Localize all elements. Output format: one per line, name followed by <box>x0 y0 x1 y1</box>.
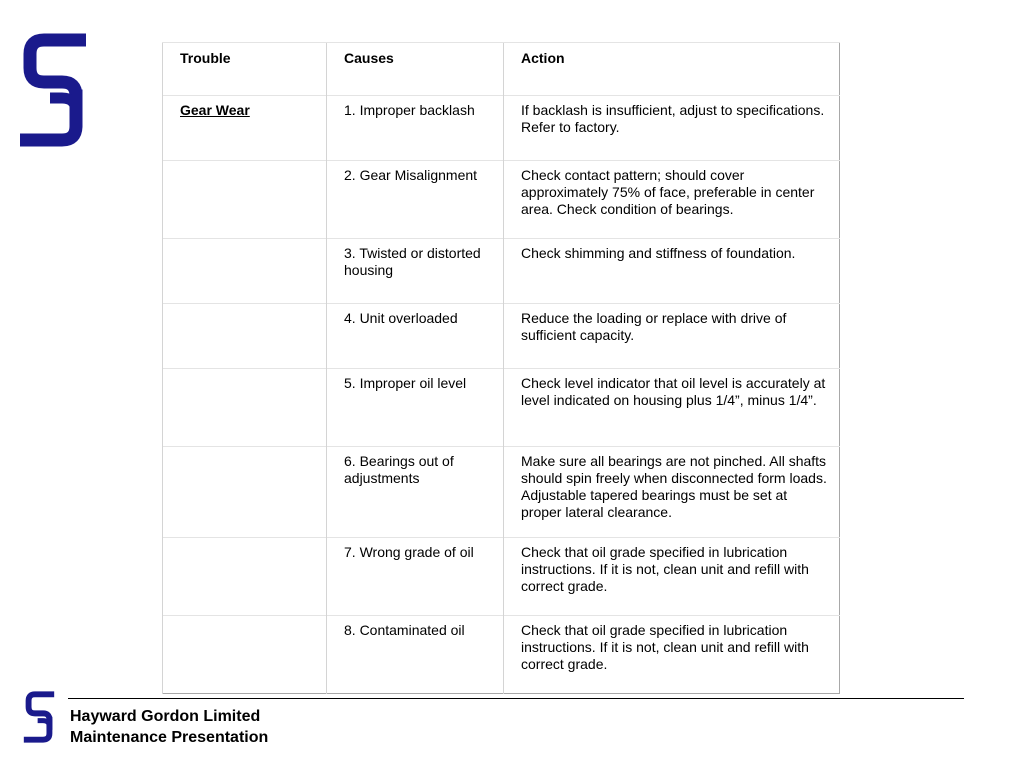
table-row <box>163 161 840 239</box>
table-row <box>163 239 840 304</box>
header-trouble: Trouble <box>163 43 327 96</box>
cause-cell: 7. Wrong grade of oil <box>327 538 504 616</box>
cause-cell: 4. Unit overloaded <box>327 304 504 369</box>
cause-cell: 5. Improper oil level <box>327 369 504 447</box>
trouble-cell <box>163 616 327 694</box>
action-cell: Make sure all bearings are not pinched. All shafts should spin freely when disconnected form loads. Adjustable tapered bearings must be set at proper lateral clearance. <box>504 447 840 538</box>
header-action: Action <box>504 43 840 96</box>
table-row <box>163 538 840 616</box>
troubleshooting-table <box>162 42 840 694</box>
cause-cell: 1. Improper backlash <box>327 96 504 161</box>
action-cell: Check contact pattern; should cover approximately 75% of face, preferable in center area. Check condition of bearings. <box>504 161 840 239</box>
trouble-cell <box>163 447 327 538</box>
cause-cell: 6. Bearings out of adjustments <box>327 447 504 538</box>
action-cell: If backlash is insufficient, adjust to specifications. Refer to factory. <box>504 96 840 161</box>
action-cell: Reduce the loading or replace with drive of sufficient capacity. <box>504 304 840 369</box>
table-row <box>163 369 840 447</box>
trouble-cell <box>163 161 327 239</box>
table-row <box>163 96 840 161</box>
footer-company: Hayward Gordon Limited <box>70 708 261 725</box>
table-row <box>163 616 840 694</box>
footer-title <box>70 706 268 748</box>
cause-cell: 8. Contaminated oil <box>327 616 504 694</box>
trouble-cell <box>163 239 327 304</box>
action-cell: Check that oil grade specified in lubrication instructions. If it is not, clean unit and refill with correct grade. <box>504 538 840 616</box>
company-logo <box>20 26 86 154</box>
trouble-name: Gear Wear <box>180 102 250 118</box>
trouble-cell <box>163 96 327 161</box>
header-causes: Causes <box>327 43 504 96</box>
table-row <box>163 447 840 538</box>
table-row <box>163 304 840 369</box>
action-cell: Check shimming and stiffness of foundation. <box>504 239 840 304</box>
table-header-row <box>163 43 840 96</box>
action-cell: Check that oil grade specified in lubrication instructions. If it is not, clean unit and refill with correct grade. <box>504 616 840 694</box>
trouble-cell <box>163 369 327 447</box>
cause-cell: 3. Twisted or distorted housing <box>327 239 504 304</box>
footer-divider <box>68 698 964 699</box>
action-cell: Check level indicator that oil level is accurately at level indicated on housing plus 1/4”, minus 1/4”. <box>504 369 840 447</box>
footer-logo <box>23 688 55 746</box>
trouble-cell <box>163 304 327 369</box>
footer-subtitle: Maintenance Presentation <box>70 729 269 746</box>
cause-cell: 2. Gear Misalignment <box>327 161 504 239</box>
trouble-cell <box>163 538 327 616</box>
